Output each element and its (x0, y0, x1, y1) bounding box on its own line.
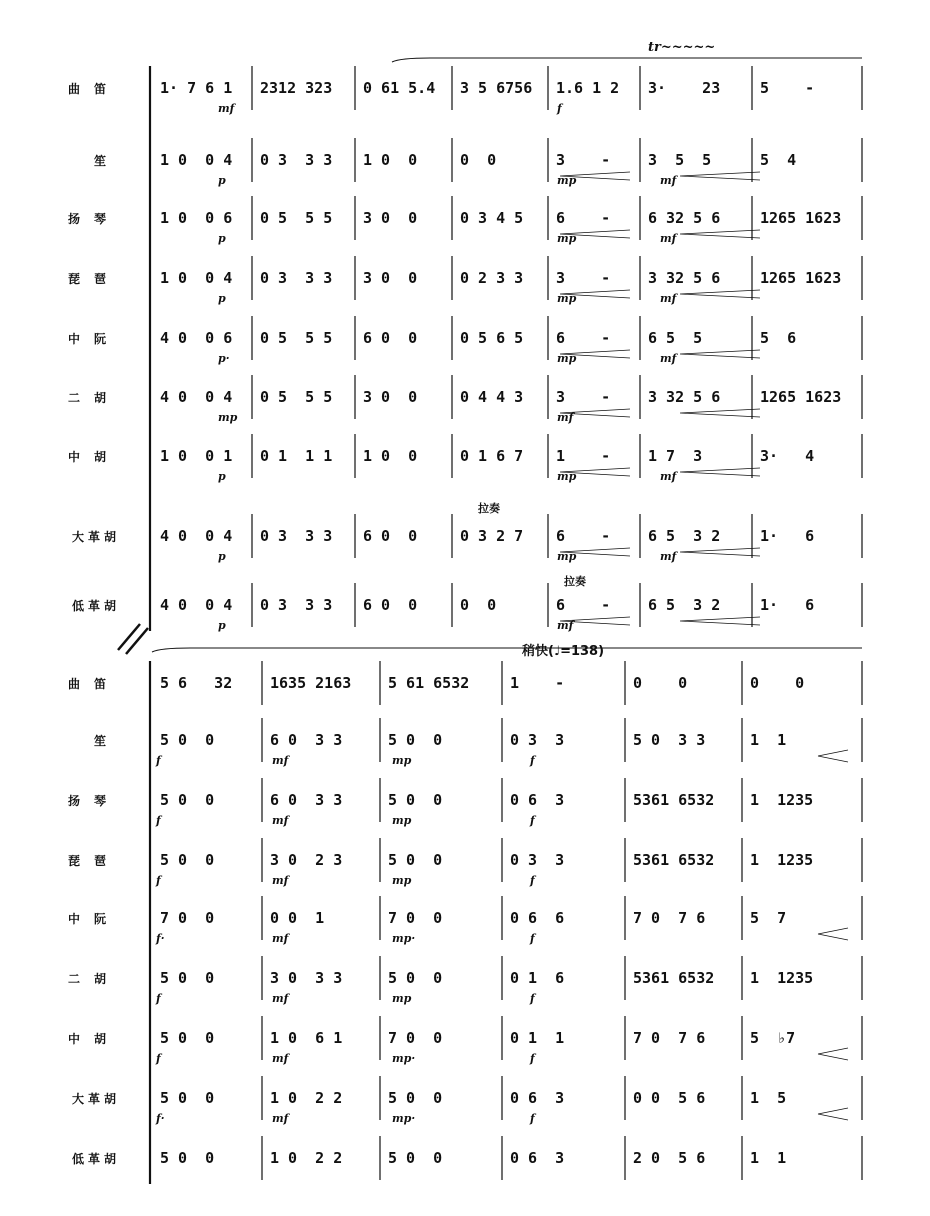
measure-notes: 1 0 0 4 (160, 151, 233, 169)
measure-notes: 5 ♭7 (750, 1029, 796, 1047)
hairpin (680, 548, 760, 556)
measure-notes: 1265 1623 (760, 388, 842, 406)
dynamic-mark: mf (272, 932, 289, 945)
measure-notes: 1 0 0 6 (160, 209, 233, 227)
dynamic-mark: mf (557, 619, 574, 632)
measure-notes: 1265 1623 (760, 209, 842, 227)
lazou-annotation: 拉奏 (564, 575, 586, 588)
measure-notes: 0 0 (460, 596, 497, 614)
measure-notes: 3 - (556, 269, 611, 287)
measure-notes: 1 - (510, 674, 565, 692)
measure-notes: 1 1 (750, 1149, 787, 1167)
measure-notes: 5 0 0 (160, 1149, 215, 1167)
measure-notes: 5 - (760, 79, 815, 97)
dynamic-mark: f (156, 874, 161, 887)
measure-notes: 3 0 0 (363, 209, 418, 227)
measure-notes: 1 0 0 (363, 447, 418, 465)
measure-notes: 1 0 0 4 (160, 269, 233, 287)
measure-notes: 5 0 0 (160, 791, 215, 809)
measure-notes: 4 0 0 4 (160, 596, 233, 614)
measure-notes: 0 5 5 5 (260, 209, 333, 227)
dynamic-mark: p (218, 470, 226, 483)
measure-notes: 1 0 2 2 (270, 1089, 343, 1107)
hairpin (680, 230, 760, 238)
measure-notes: 0 6 6 (510, 909, 565, 927)
dynamic-mark: mp· (392, 1052, 416, 1065)
dynamic-mark: f (156, 814, 161, 827)
measure-notes: 0 3 3 3 (260, 527, 333, 545)
dynamic-mark: mf (272, 754, 289, 767)
measure-notes: 1· 7 6 1 (160, 79, 233, 97)
dynamic-mark: mf (660, 470, 677, 483)
dynamic-mark: mp· (392, 932, 416, 945)
measure-notes: 1 0 0 (363, 151, 418, 169)
instrument-label: 中阮 (67, 332, 120, 346)
measure-notes: 3 32 5 6 (648, 388, 721, 406)
measure-notes: 0 4 4 3 (460, 388, 524, 406)
instrument-label: 笙 (93, 734, 120, 748)
measure-notes: 2 0 5 6 (633, 1149, 706, 1167)
instrument-label: 曲笛 (67, 82, 120, 96)
dynamic-mark: mp (392, 874, 412, 887)
measure-notes: 5 7 (750, 909, 787, 927)
trill-mark: tr~~~~~ (648, 40, 716, 55)
instrument-label: 琵琶 (67, 272, 120, 286)
tempo-mark: 稍快(♩=138) (522, 644, 605, 659)
instrument-label: 琵琶 (67, 854, 120, 868)
instrument-label: 二胡 (67, 972, 120, 986)
measure-notes: 5 0 0 (160, 731, 215, 749)
instrument-label: 大革胡 (71, 1092, 120, 1106)
measure-notes: 6 5 3 2 (648, 527, 721, 545)
hairpin (818, 928, 848, 940)
hairpin (680, 290, 760, 298)
measure-notes: 1 1235 (750, 969, 814, 987)
measure-notes: 3 0 0 (363, 269, 418, 287)
measure-notes: 0 0 (460, 151, 497, 169)
measure-notes: 1 7 3 (648, 447, 703, 465)
dynamic-mark: mf (272, 874, 289, 887)
dynamic-mark: mf (272, 1052, 289, 1065)
measure-notes: 5 4 (760, 151, 797, 169)
dynamic-mark: f (530, 1112, 535, 1125)
dynamic-mark: mf (660, 292, 677, 305)
measure-notes: 1 1235 (750, 851, 814, 869)
measure-notes: 0 1 1 (510, 1029, 565, 1047)
dynamic-mark: f (156, 992, 161, 1005)
measure-notes: 0 5 6 5 (460, 329, 524, 347)
dynamic-mark: f (530, 1052, 535, 1065)
hairpin (818, 1108, 848, 1120)
measure-notes: 5361 6532 (633, 791, 715, 809)
measure-notes: 7 0 7 6 (633, 1029, 706, 1047)
measure-notes: 1· 6 (760, 527, 815, 545)
dynamic-mark: f (530, 814, 535, 827)
measure-notes: 6 - (556, 329, 611, 347)
measure-notes: 6 0 0 (363, 527, 418, 545)
measure-notes: 5 0 0 (160, 969, 215, 987)
measure-notes: 0 3 3 (510, 851, 565, 869)
measure-notes: 3 32 5 6 (648, 269, 721, 287)
dynamic-mark: mp (392, 814, 412, 827)
dynamic-mark: f· (156, 932, 165, 945)
measure-notes: 1 1 (750, 731, 787, 749)
dynamic-mark: mp (557, 232, 577, 245)
measure-notes: 2312 323 (260, 79, 333, 97)
dynamic-mark: mf (660, 352, 677, 365)
dynamic-mark: mp (557, 470, 577, 483)
hairpin (680, 468, 760, 476)
dynamic-mark: mf (660, 232, 677, 245)
dynamic-mark: f (156, 1052, 161, 1065)
measure-notes: 6 0 3 3 (270, 791, 343, 809)
measure-notes: 3 5 5 (648, 151, 712, 169)
instrument-label: 低革胡 (71, 599, 120, 613)
dynamic-mark: mp (392, 992, 412, 1005)
dynamic-mark: f· (156, 1112, 165, 1125)
measure-notes: 6 32 5 6 (648, 209, 721, 227)
dynamic-mark: mp (557, 550, 577, 563)
measure-notes: 3 0 2 3 (270, 851, 343, 869)
measure-notes: 5 0 0 (160, 851, 215, 869)
instrument-label: 扬琴 (67, 212, 120, 226)
measure-notes: 0 6 3 (510, 1149, 565, 1167)
dynamic-mark: mp (392, 754, 412, 767)
measure-notes: 3 - (556, 151, 611, 169)
dynamic-mark: mf (272, 814, 289, 827)
measure-notes: 7 0 7 6 (633, 909, 706, 927)
dynamic-mark: p (218, 292, 226, 305)
measure-notes: 6 5 3 2 (648, 596, 721, 614)
measure-notes: 0 0 (633, 674, 688, 692)
dynamic-mark: mf (272, 992, 289, 1005)
measure-notes: 3· 23 (648, 79, 721, 97)
measure-notes: 6 5 5 (648, 329, 703, 347)
measure-notes: 5 0 0 (160, 1089, 215, 1107)
measure-notes: 6 0 3 3 (270, 731, 343, 749)
measure-notes: 5 0 0 (160, 1029, 215, 1047)
instrument-label: 中胡 (67, 450, 120, 464)
measure-notes: 3 - (556, 388, 611, 406)
dynamic-mark: f (530, 932, 535, 945)
instrument-label: 低革胡 (71, 1152, 120, 1166)
measure-notes: 0 1 6 7 (460, 447, 524, 465)
instrument-label: 二胡 (67, 391, 120, 405)
measure-notes: 0 3 3 3 (260, 151, 333, 169)
measure-notes: 6 0 0 (363, 329, 418, 347)
dynamic-mark: mp· (392, 1112, 416, 1125)
dynamic-mark: p (218, 619, 226, 632)
measure-notes: 0 61 5.4 (363, 79, 436, 97)
measure-notes: 3 0 0 (363, 388, 418, 406)
hairpin (818, 1048, 848, 1060)
dynamic-mark: mp (218, 411, 238, 424)
hairpin (392, 58, 862, 62)
instrument-label: 曲笛 (67, 677, 120, 691)
dynamic-mark: f (530, 754, 535, 767)
hairpin (680, 617, 760, 625)
hairpin (818, 750, 848, 762)
measure-notes: 4 0 0 4 (160, 388, 233, 406)
dynamic-mark: f (156, 754, 161, 767)
measure-notes: 3 5 6756 (460, 79, 533, 97)
hairpin (118, 624, 148, 654)
dynamic-mark: p· (218, 352, 230, 365)
dynamic-mark: f (530, 874, 535, 887)
measure-notes: 5 0 0 (388, 1149, 443, 1167)
measure-notes: 6 - (556, 209, 611, 227)
measure-notes: 0 5 5 5 (260, 388, 333, 406)
instrument-label: 中阮 (67, 912, 120, 926)
dynamic-mark: mf (660, 550, 677, 563)
measure-notes: 0 1 6 (510, 969, 565, 987)
measure-notes: 1635 2163 (270, 674, 352, 692)
measure-notes: 5 0 0 (388, 731, 443, 749)
measure-notes: 3 0 3 3 (270, 969, 343, 987)
measure-notes: 0 6 3 (510, 1089, 565, 1107)
dynamic-mark: mf (218, 102, 235, 115)
instrument-label: 扬琴 (67, 794, 120, 808)
measure-notes: 5 6 32 (160, 674, 233, 692)
dynamic-mark: mf (660, 174, 677, 187)
measure-notes: 1 0 2 2 (270, 1149, 343, 1167)
dynamic-mark: mp (557, 174, 577, 187)
measure-notes: 1 - (556, 447, 611, 465)
measure-notes: 7 0 0 (160, 909, 215, 927)
dynamic-mark: p (218, 232, 226, 245)
lazou-annotation: 拉奏 (478, 502, 500, 515)
measure-notes: 5 0 0 (388, 791, 443, 809)
dynamic-mark: f (530, 992, 535, 1005)
measure-notes: 0 2 3 3 (460, 269, 524, 287)
measure-notes: 0 0 5 6 (633, 1089, 706, 1107)
measure-notes: 1265 1623 (760, 269, 842, 287)
measure-notes: 4 0 0 4 (160, 527, 233, 545)
instrument-label: 大革胡 (71, 530, 120, 544)
measure-notes: 5361 6532 (633, 969, 715, 987)
instrument-label: 笙 (93, 154, 120, 168)
dynamic-mark: mp (557, 292, 577, 305)
measure-notes: 5 61 6532 (388, 674, 470, 692)
measure-notes: 3· 4 (760, 447, 815, 465)
measure-notes: 0 3 2 7 (460, 527, 524, 545)
measure-notes: 1.6 1 2 (556, 79, 620, 97)
measure-notes: 0 3 3 3 (260, 269, 333, 287)
measure-notes: 1 0 6 1 (270, 1029, 343, 1047)
measure-notes: 0 6 3 (510, 791, 565, 809)
measure-notes: 6 - (556, 596, 611, 614)
measure-notes: 0 0 (750, 674, 805, 692)
measure-notes: 7 0 0 (388, 1029, 443, 1047)
measure-notes: 5 0 0 (388, 969, 443, 987)
measure-notes: 7 0 0 (388, 909, 443, 927)
measure-notes: 5361 6532 (633, 851, 715, 869)
dynamic-mark: f (557, 102, 562, 115)
measure-notes: 5 0 0 (388, 851, 443, 869)
measure-notes: 0 3 4 5 (460, 209, 524, 227)
measure-notes: 1 1235 (750, 791, 814, 809)
hairpin (152, 648, 862, 652)
measure-notes: 6 - (556, 527, 611, 545)
measure-notes: 0 3 3 (510, 731, 565, 749)
measure-notes: 0 3 3 3 (260, 596, 333, 614)
measure-notes: 4 0 0 6 (160, 329, 233, 347)
hairpin (680, 409, 760, 417)
measure-notes: 1· 6 (760, 596, 815, 614)
dynamic-mark: mp (557, 352, 577, 365)
instrument-label: 中胡 (67, 1032, 120, 1046)
dynamic-mark: mf (557, 411, 574, 424)
measure-notes: 1 5 (750, 1089, 787, 1107)
measure-notes: 5 0 0 (388, 1089, 443, 1107)
measure-notes: 1 0 0 1 (160, 447, 233, 465)
measure-notes: 0 0 1 (270, 909, 325, 927)
measure-notes: 0 5 5 5 (260, 329, 333, 347)
measure-notes: 5 0 3 3 (633, 731, 706, 749)
hairpin (680, 350, 760, 358)
dynamic-mark: mf (272, 1112, 289, 1125)
measure-notes: 6 0 0 (363, 596, 418, 614)
measure-notes: 5 6 (760, 329, 797, 347)
dynamic-mark: p (218, 174, 226, 187)
measure-notes: 0 1 1 1 (260, 447, 333, 465)
hairpin (680, 172, 760, 180)
dynamic-mark: p (218, 550, 226, 563)
